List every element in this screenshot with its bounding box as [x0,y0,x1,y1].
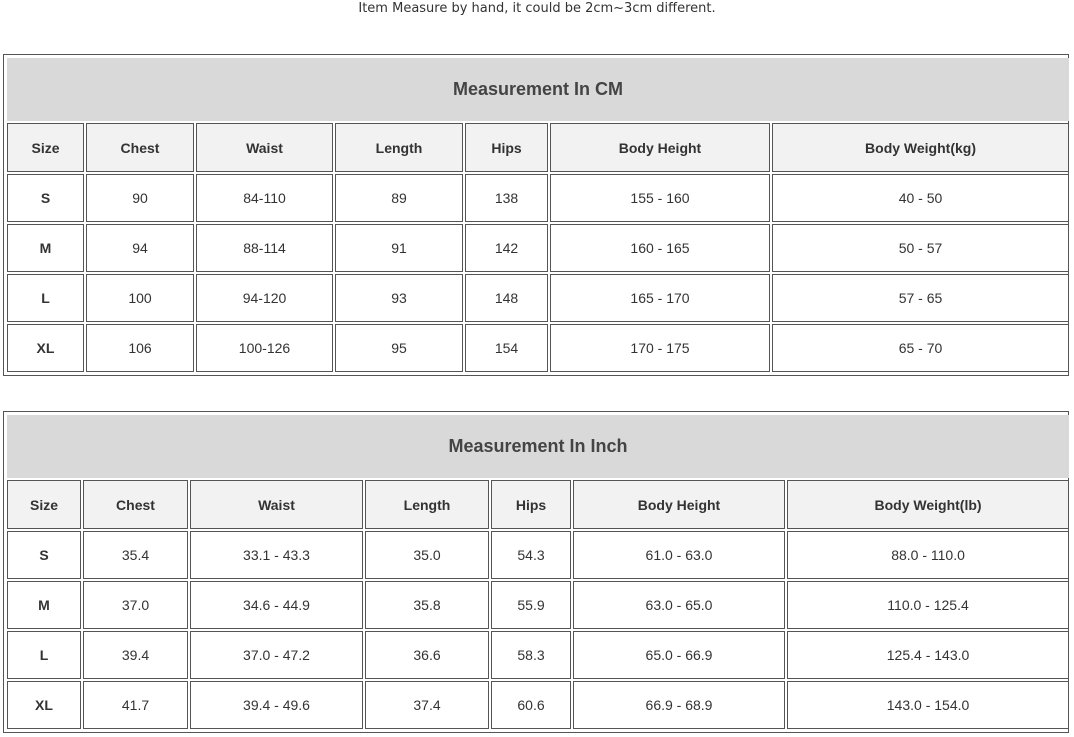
inch-header-size: Size [7,480,81,528]
cm-header-length: Length [335,123,463,171]
inch-cell-waist: 39.4 - 49.6 [190,681,363,729]
inch-cell-body-height: 63.0 - 65.0 [573,581,785,629]
cm-cell-length: 93 [335,274,463,322]
inch-cell-length: 37.4 [365,681,489,729]
cm-header-chest: Chest [86,123,194,171]
inch-cell-body-height: 61.0 - 63.0 [573,531,785,579]
measurement-note: Item Measure by hand, it could be 2cm~3cm different. [358,1,716,16]
cm-cell-size: M [7,224,84,272]
inch-cell-hips: 60.6 [491,681,571,729]
cm-header-body-weight: Body Weight(kg) [772,123,1069,171]
cm-header-body-height: Body Height [550,123,770,171]
cm-cell-chest: 106 [86,324,194,372]
cm-cell-hips: 148 [465,274,548,322]
cm-cell-chest: 90 [86,174,194,222]
inch-cell-body-height: 66.9 - 68.9 [573,681,785,729]
inch-cell-hips: 55.9 [491,581,571,629]
inch-cell-body-weight: 143.0 - 154.0 [787,681,1069,729]
inch-cell-size: S [7,531,81,579]
cm-cell-hips: 142 [465,224,548,272]
cm-cell-body-weight: 57 - 65 [772,274,1069,322]
inch-header-length: Length [365,480,489,528]
cm-cell-size: S [7,174,84,222]
table-row [7,274,1069,322]
cm-cell-body-height: 155 - 160 [550,174,770,222]
cm-cell-length: 95 [335,324,463,372]
inch-cell-waist: 37.0 - 47.2 [190,631,363,679]
inch-cell-chest: 37.0 [83,581,188,629]
inch-header-body-weight: Body Weight(lb) [787,480,1069,528]
cm-cell-chest: 94 [86,224,194,272]
cm-cell-body-height: 160 - 165 [550,224,770,272]
cm-table [5,56,1071,374]
inch-cell-body-height: 65.0 - 66.9 [573,631,785,679]
cm-cell-body-height: 170 - 175 [550,324,770,372]
inch-cell-body-weight: 125.4 - 143.0 [787,631,1069,679]
inch-cell-size: M [7,581,81,629]
cm-cell-body-height: 165 - 170 [550,274,770,322]
cm-header-hips: Hips [465,123,548,171]
inch-header-body-height: Body Height [573,480,785,528]
table-row [7,224,1069,272]
inch-header-hips: Hips [491,480,571,528]
inch-header-waist: Waist [190,480,363,528]
inch-cell-size: L [7,631,81,679]
inch-cell-length: 36.6 [365,631,489,679]
inch-cell-body-weight: 88.0 - 110.0 [787,531,1069,579]
inch-table-title: Measurement In Inch [7,415,1069,478]
inch-cell-chest: 39.4 [83,631,188,679]
inch-cell-size: XL [7,681,81,729]
inch-cell-body-weight: 110.0 - 125.4 [787,581,1069,629]
cm-cell-length: 91 [335,224,463,272]
table-row [7,324,1069,372]
table-row [7,531,1069,579]
cm-cell-size: XL [7,324,84,372]
cm-cell-size: L [7,274,84,322]
cm-cell-hips: 138 [465,174,548,222]
cm-cell-body-weight: 40 - 50 [772,174,1069,222]
cm-cell-body-weight: 50 - 57 [772,224,1069,272]
inch-size-table [3,411,1069,733]
inch-cell-hips: 58.3 [491,631,571,679]
inch-cell-waist: 33.1 - 43.3 [190,531,363,579]
table-row [7,581,1069,629]
cm-cell-chest: 100 [86,274,194,322]
table-row [7,174,1069,222]
inch-cell-chest: 41.7 [83,681,188,729]
cm-cell-waist: 94-120 [196,274,333,322]
inch-table [5,413,1071,731]
cm-cell-waist: 84-110 [196,174,333,222]
cm-cell-body-weight: 65 - 70 [772,324,1069,372]
inch-cell-length: 35.0 [365,531,489,579]
cm-cell-waist: 100-126 [196,324,333,372]
cm-size-table [3,54,1069,376]
cm-header-size: Size [7,123,84,171]
table-row [7,631,1069,679]
cm-cell-waist: 88-114 [196,224,333,272]
cm-cell-length: 89 [335,174,463,222]
inch-header-chest: Chest [83,480,188,528]
cm-header-waist: Waist [196,123,333,171]
cm-table-title: Measurement In CM [7,58,1069,121]
inch-cell-hips: 54.3 [491,531,571,579]
table-row [7,681,1069,729]
cm-cell-hips: 154 [465,324,548,372]
inch-cell-waist: 34.6 - 44.9 [190,581,363,629]
inch-cell-length: 35.8 [365,581,489,629]
inch-cell-chest: 35.4 [83,531,188,579]
